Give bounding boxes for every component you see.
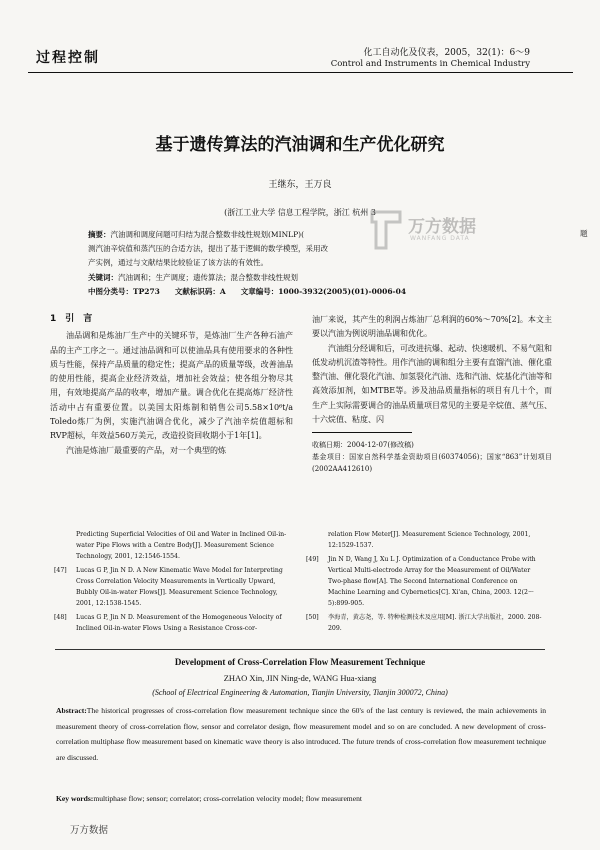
reference-item: relation Flow Meter[J]. Measurement Science Technology, 2001, 12:1529-1537. [328, 531, 531, 549]
footnote-rule [312, 432, 412, 433]
abstract-label: 摘要： [88, 230, 111, 239]
references-right [306, 529, 546, 634]
keywords-text: 汽油调和；生产调度；遗传算法；混合整数非线性规划 [118, 273, 298, 282]
body-paragraph: 汽油组分经调和后，可改进抗爆、起动、快速暖机、不易气阻和低发动机沉渣等特性。用作汽油的调和组分主要有直馏汽油、催化重整汽油、催化裂化汽油、加氢裂化汽油、选和汽油、烷基化汽油等和高效添加剂，如MTBE等。涉及油品质量指标的项目有几十个，而生产上实际需要调合的油品质量项目常见的主要是辛烷值、蒸气压、十六烷值、粘度、闪 [312, 343, 552, 425]
abstract-line-2: 测汽油辛烷值和蒸汽压的合适方法，提出了基于逻辑的数学模型，采用改 [88, 244, 328, 253]
watermark-subtext: WANFANG DATA [410, 235, 470, 242]
abstract-line-3: 产实例，通过与文献结果比较验证了该方法的有效性。 [88, 258, 268, 267]
reference-item: Predicting Superficial Velocities of Oil and Water in Inclined Oil-in-water Pipe Flows with a Centre Body[J]. Measurement Science Technology, 2001, 12:1546-1554. [76, 531, 287, 560]
english-abstract-text: The historical progresses of cross-correlation flow measurement technique since the 60's of the last century is reviewed, the main achievements in measurement theory of cross-correlation flow, sensor and correlator design, flow measurement model and so on are concluded. A new development of cross-correlation multiphase flow measurement based on kinematic wave theory is also introduced. The future trends of cross-correlation flow measurement technique are discussed. [56, 706, 546, 762]
reference-item: [49] Jin N D, Wang J, Xu L J. Optimization of a Conductance Probe with Vertical Multi-electrode Array for the Measurement of Oil/Water Two-phase flow[A]. The Second International Conference on Machine Learning and Cybernetics[C]. Xi'an, China, 2003. 12(2～5):899-905. [306, 556, 536, 607]
classification-line: 中图分类号：TP273 文献标识码：A 文章编号：1000-3932(2005)(01)-0006-04 [88, 287, 407, 296]
english-abstract-label: Abstract: [56, 706, 87, 715]
english-keywords [56, 794, 546, 803]
english-abstract-rule [55, 649, 545, 650]
reference-item: [48] Lucas G P, Jin N D. Measurement of the Homogeneous Velocity of Inclined Oil-in-water Flows Using a Resistance Cross-cor- [54, 614, 282, 632]
english-abstract [56, 703, 546, 765]
abstract-block [88, 228, 513, 270]
keywords-label: 关键词： [88, 273, 118, 282]
section-heading: 1 引 言 [50, 314, 93, 324]
abstract-cut-mark: 题 [580, 229, 588, 238]
journal-english-name: Control and Instruments in Chemical Industry [330, 59, 530, 69]
english-keywords-text: multiphase flow; sensor; correlator; cross-correlation velocity model; flow measurement [93, 794, 362, 803]
section-label: 过程控制 [36, 49, 100, 65]
reference-item: [50] 李海青，黄志尧，等. 特种检测技术及应用[M]. 浙江大学出版社，2000. 208-209. [306, 614, 542, 632]
article-affiliation: (浙江工业大学 信息工程学院，浙江 杭州 3 [224, 208, 376, 217]
english-title: Development of Cross-Correlation Flow Measurement Technique [174, 657, 426, 667]
body-left-column [50, 312, 293, 458]
english-authors: ZHAO Xin, JIN Ning-de, WANG Hua-xiang [223, 673, 377, 683]
body-paragraph: 油品调和是炼油厂生产中的关键环节，是炼油厂生产各种石油产品的主产工序之一。通过油品调和可以使油品具有使用要求的各种性质与性能，保持产品质量的稳定性；提高产品的质量等级，改善油品的使用性能，提高企业经济效益，增加社会效益；使各组分物尽其用，有效地提高产品的收率，增加产量。调合优化在提高炼厂经济性活动中占有重要位置。以美国太阳炼制和销售公司5.58×10⁶t/a Toledo炼厂为例，实施汽油调合优化，减少了汽油辛烷值超标和RVP超标，年效益560万美元，改造投资回收期小于1年[1]。 [50, 331, 293, 441]
reference-item: [47] Lucas G P, Jin N D. A New Kinematic Wave Model for Interpreting Cross Correlation Velocity Measurements in Vertically Upward, Bubbly Oil-in-water Flows[J]. Measurement Science Technology, 2001, 12:1538-1545. [54, 567, 283, 607]
footnote-funding: 基金项目：国家自然科学基金资助项目(60374056)；国家“863”计划项目(2002AA412610) [312, 453, 552, 474]
footnote-received: 收稿日期：2004-12-07(修改稿) [312, 441, 414, 450]
header-rule [28, 72, 573, 73]
keywords-line [88, 271, 513, 284]
abstract-line-1: 摘要：汽油调和调度问题可归结为混合整数非线性规划(MINLP)( [88, 230, 305, 239]
references-left [54, 529, 292, 634]
footer-source: 万方数据 [70, 825, 109, 836]
body-paragraph: 汽油是炼油厂最重要的产品，对一个典型的炼 [66, 445, 226, 455]
english-keywords-label: Key words: [56, 794, 94, 803]
body-right-column [312, 313, 552, 475]
watermark-text: 万方数据 [408, 217, 476, 237]
english-affiliation: (School of Electrical Engineering & Automation, Tianjin University, Tianjin 300072, China) [152, 688, 448, 697]
body-paragraph: 油厂来说，其产生的利润占炼油厂总利润的60%～70%[2]。本文主要以汽油为例说明油品调和优化。 [312, 315, 552, 339]
article-authors: 王继东，王万良 [268, 180, 332, 190]
article-title: 基于遗传算法的汽油调和生产优化研究 [155, 135, 445, 155]
journal-citation: 化工自动化及仪表，2005，32(1)：6～9 [363, 48, 530, 58]
